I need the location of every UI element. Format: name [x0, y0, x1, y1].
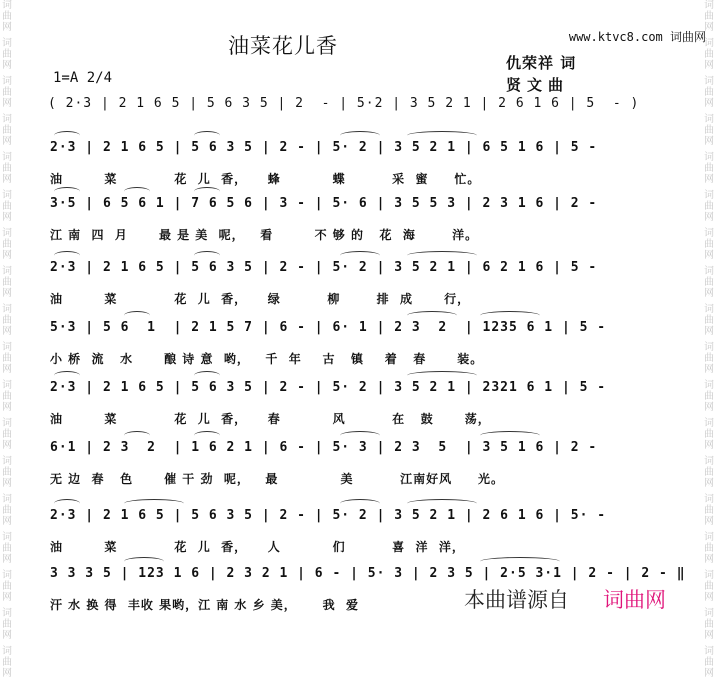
notes-line: 5·3 | 5 6 1 | 2 1 5 7 | 6 - | 6· 1 | 2 3 2 | 1235 6 1 | 5 -	[50, 320, 607, 335]
notes-line: 3·5 | 6 5 6 1 | 7 6 5 6 | 3 - | 5· 6 | 3 5 5 3 | 2 3 1 6 | 2 -	[50, 196, 598, 211]
lyrics-line: 油 菜 花 儿 香， 春 风 在 鼓 荡，	[50, 412, 491, 426]
lyrics-line: 油 菜 花 儿 香， 人 们 喜 洋 洋，	[50, 540, 465, 554]
source-label: 本曲谱源自	[464, 588, 569, 612]
lyricist-credit: 仇荣祥 词	[506, 54, 577, 72]
lyrics-line: 油 菜 花 儿 香， 蜂 蝶 采 蜜 忙。	[50, 172, 481, 186]
intro-notation: ( 2·3 | 2 1 6 5 | 5 6 3 5 | 2 - | 5·2 | 3 5 2 1 | 2 6 1 6 | 5 - )	[48, 96, 640, 111]
lyrics-line: 无 边 春 色 催 干 劲 呢， 最 美 江南好风 光。	[50, 472, 504, 486]
notes-line: 2·3 | 2 1 6 5 | 5 6 3 5 | 2 - | 5· 2 | 3 5 2 1 | 2321 6 1 | 5 -	[50, 380, 607, 395]
lyrics-line: 汗 水 换 得 丰收 果哟，江 南 水 乡 美， 我 爱	[50, 598, 360, 612]
song-title: 油菜花儿香	[228, 34, 338, 58]
notes-line: 2·3 | 2 1 6 5 | 5 6 3 5 | 2 - | 5· 2 | 3 5 2 1 | 6 2 1 6 | 5 -	[50, 260, 598, 275]
composer-credit: 贤文曲	[506, 76, 570, 94]
key-signature: 1=A 2/4	[53, 70, 113, 86]
lyrics-line: 小 桥 流 水 酿 诗 意 哟， 千 年 古 镇 着 春 装。	[50, 352, 484, 366]
notes-line: 3 3 3 5 | 123 1 6 | 2 3 2 1 | 6 - | 5· 3 | 2 3 5 | 2·5 3·1 | 2 - | 2 - ‖	[50, 566, 686, 581]
lyrics-line: 江 南 四 月 最 是 美 呢， 看 不 够 的 花 海 洋。	[50, 228, 479, 242]
brand-logo-text: 词曲网	[603, 588, 666, 612]
watermark-right: 词曲网 词曲网 词曲网 词曲网 词曲网 词曲网 词曲网 词曲网 词曲网 词曲网 词曲网 词曲网 词曲网 词曲网 词曲网 词曲网 词曲网 词曲网	[704, 0, 714, 679]
watermark-left: 词曲网 词曲网 词曲网 词曲网 词曲网 词曲网 词曲网 词曲网 词曲网 词曲网 词曲网 词曲网 词曲网 词曲网 词曲网 词曲网 词曲网 词曲网	[2, 0, 12, 679]
notes-line: 2·3 | 2 1 6 5 | 5 6 3 5 | 2 - | 5· 2 | 3 5 2 1 | 6 5 1 6 | 5 -	[50, 140, 598, 155]
lyrics-line: 油 菜 花 儿 香， 绿 柳 排 成 行，	[50, 292, 471, 306]
site-url: www.ktvc8.com 词曲网	[568, 30, 706, 44]
notes-line: 2·3 | 2 1 6 5 | 5 6 3 5 | 2 - | 5· 2 | 3 5 2 1 | 2 6 1 6 | 5· -	[50, 508, 607, 523]
notes-line: 6·1 | 2 3 2 | 1 6 2 1 | 6 - | 5· 3 | 2 3 5 | 3 5 1 6 | 2 -	[50, 440, 598, 455]
